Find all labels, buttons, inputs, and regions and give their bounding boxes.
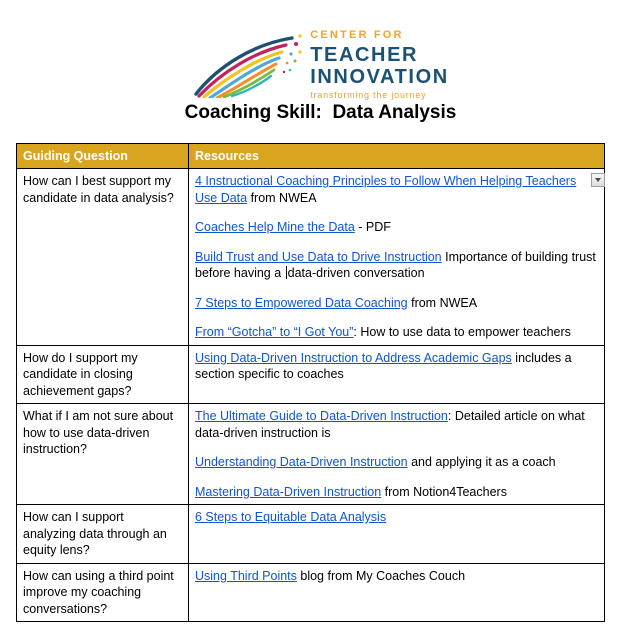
logo-teacher: TEACHER (310, 44, 419, 66)
resource-description: Importance of building trust before having a (195, 249, 596, 280)
resource-link[interactable]: The Ultimate Guide to Data-Driven Instruction (195, 409, 448, 423)
header-guiding-question: Guiding Question (17, 144, 189, 169)
resource-link[interactable]: Using Third Points (195, 568, 297, 583)
resource-link[interactable]: Understanding Data-Driven Instruction (195, 455, 408, 469)
table-row (17, 404, 605, 505)
resource-description: - PDF (354, 220, 391, 234)
resource-item (195, 350, 596, 383)
resources-cell (189, 169, 605, 346)
resource-item (195, 324, 596, 341)
resource-item (195, 249, 596, 282)
resources-cell (189, 404, 605, 505)
resource-link[interactable]: 7 Steps to Empowered Data Coaching (195, 295, 408, 310)
table-header-row (17, 144, 605, 169)
text-cursor (286, 266, 287, 279)
resource-link[interactable]: Build Trust and Use Data to Drive Instruction (195, 249, 442, 264)
resource-link[interactable]: 4 Instructional Coaching Principles to Follow When Helping Teachers Use Data (195, 174, 577, 205)
question-cell: How do I support my candidate in closing achievement gaps? (17, 345, 189, 404)
resource-link[interactable]: From “Gotcha” to “I Got You” (195, 325, 354, 339)
resource-description: blog from My Coaches Couch (296, 568, 466, 583)
resource-item (195, 454, 596, 471)
logo-innovation: INNOVATION (310, 66, 449, 88)
table-dropdown-button[interactable] (591, 173, 605, 187)
resource-description: includes a section specific to coaches (195, 350, 572, 381)
resources-table (16, 143, 605, 622)
resource-item (195, 173, 596, 206)
resource-description: from Notion4Teachers (381, 484, 507, 499)
resource-description: and applying it as a coach (407, 455, 556, 469)
resource-link[interactable]: Using Data-Driven Instruction to Address Academic Gaps (195, 350, 512, 365)
resource-item (195, 219, 596, 236)
question-cell: How can I support analyzing data through an equity lens? (17, 505, 189, 564)
page-title: Coaching Skill: Data Analysis (184, 102, 457, 123)
table-row (17, 563, 605, 622)
logo-center-for: CENTER FOR (310, 29, 404, 41)
header-resources: Resources (189, 144, 605, 169)
resource-description: : Detailed article on what data-driven instruction is (195, 409, 585, 440)
resource-item (195, 408, 596, 441)
logo (0, 30, 641, 100)
resource-link[interactable]: 6 Steps to Equitable Data Analysis (195, 510, 387, 524)
chevron-down-icon (595, 178, 601, 182)
logo-tagline: transforming the journey (310, 90, 427, 100)
resource-description: : How to use data to empower teachers (353, 325, 571, 339)
table-row (17, 505, 605, 564)
resources-cell (189, 563, 605, 622)
question-cell: How can using a third point improve my coaching conversations? (17, 563, 189, 622)
resource-link[interactable]: Coaches Help Mine the Data (195, 220, 355, 234)
resource-item (195, 509, 596, 526)
resource-item (195, 295, 596, 312)
resource-link[interactable]: Mastering Data-Driven Instruction (195, 484, 382, 499)
table-body (17, 169, 605, 622)
resource-description: from NWEA (407, 295, 478, 310)
logo-swoosh-icon (192, 32, 304, 98)
table-row (17, 345, 605, 404)
resources-cell (189, 505, 605, 564)
resource-description: data-driven conversation (287, 266, 425, 280)
resources-cell (189, 345, 605, 404)
table-row (17, 169, 605, 346)
logo-text (310, 30, 449, 100)
resource-item (195, 484, 596, 501)
resource-item (195, 568, 596, 585)
resource-description: from NWEA (247, 190, 317, 205)
question-cell: What if I am not sure about how to use data-driven instruction? (17, 404, 189, 505)
question-cell: How can I best support my candidate in data analysis? (17, 169, 189, 346)
